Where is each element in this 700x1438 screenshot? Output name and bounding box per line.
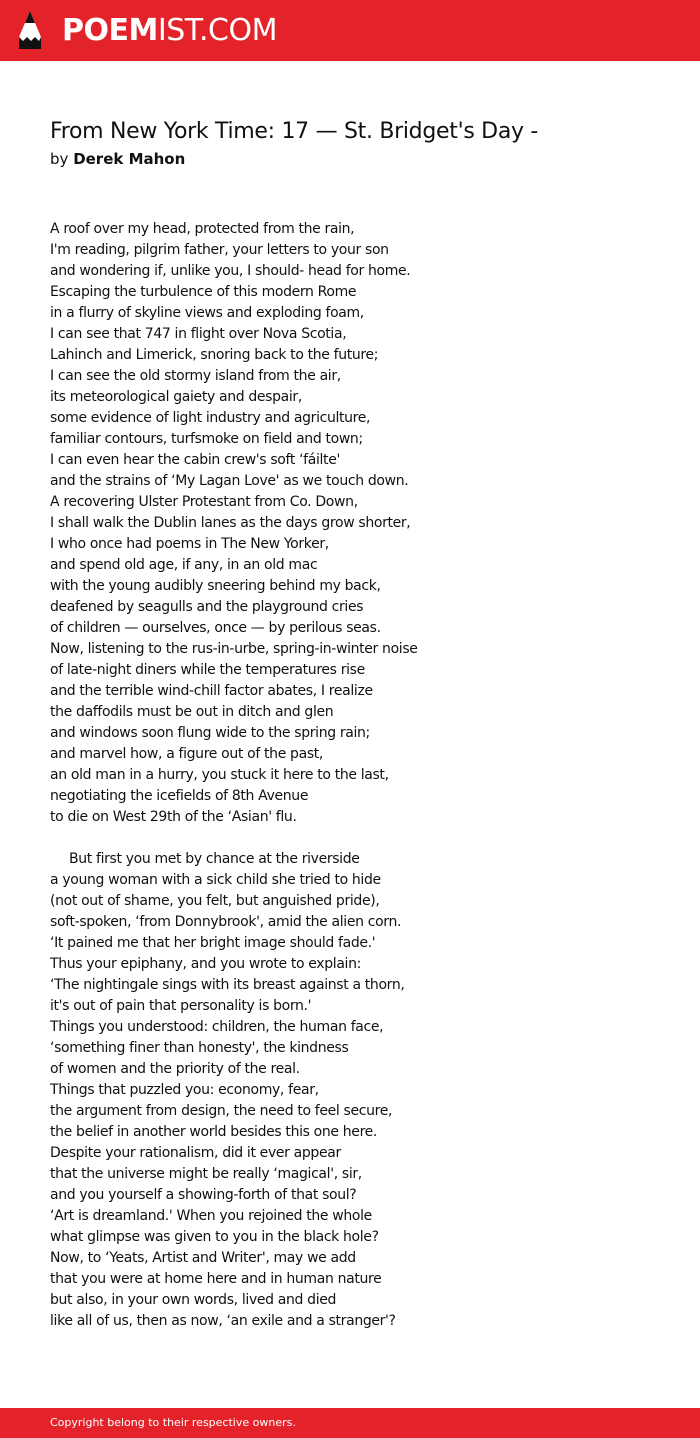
poem-line: it's out of pain that personality is born.' [50, 998, 312, 1014]
poem-line: like all of us, then as now, ‘an exile and a stranger'? [50, 1313, 396, 1329]
poem-line: I shall walk the Dublin lanes as the days grow shorter, [50, 515, 411, 531]
poem-line: and wondering if, unlike you, I should- head for home. [50, 263, 411, 279]
stanza [50, 219, 670, 828]
author-name[interactable]: Derek Mahon [73, 150, 186, 168]
poem-line: Escaping the turbulence of this modern Rome [50, 284, 357, 300]
poem-line: a young woman with a sick child she tried to hide [50, 872, 381, 888]
poem-line: But first you met by chance at the riverside [69, 851, 360, 867]
poem-line: and windows soon flung wide to the spring rain; [50, 725, 370, 741]
poem-line: what glimpse was given to you in the black hole? [50, 1229, 379, 1245]
poem-line: an old man in a hurry, you stuck it here to the last, [50, 767, 389, 783]
byline [50, 149, 185, 169]
poem-line: familiar contours, turfsmoke on field and town; [50, 431, 363, 447]
poem-line: ‘The nightingale sings with its breast against a thorn, [50, 977, 405, 993]
poem-line: of women and the priority of the real. [50, 1061, 300, 1077]
site-footer [0, 1408, 700, 1438]
poem-line: ‘Art is dreamland.' When you rejoined the whole [50, 1208, 372, 1224]
stanza [50, 849, 670, 1332]
poem-line: Despite your rationalism, did it ever appear [50, 1145, 341, 1161]
poem-line: the argument from design, the need to feel secure, [50, 1103, 393, 1119]
poem-line: that you were at home here and in human nature [50, 1271, 382, 1287]
site-header [0, 0, 700, 61]
logo-light-text: IST.COM [157, 13, 277, 48]
poem-line: its meteorological gaiety and despair, [50, 389, 302, 405]
poem-line: some evidence of light industry and agriculture, [50, 410, 371, 426]
poem-line: in a flurry of skyline views and exploding foam, [50, 305, 364, 321]
poem-line: (not out of shame, you felt, but anguished pride), [50, 893, 380, 909]
poem-line: to die on West 29th of the ‘Asian' flu. [50, 809, 297, 825]
poem-line: deafened by seagulls and the playground cries [50, 599, 364, 615]
poem-line: I can see the old stormy island from the air, [50, 368, 341, 384]
poem-line: and you yourself a showing-forth of that soul? [50, 1187, 357, 1203]
poem-title: From New York Time: 17 — St. Bridget's Day - [50, 119, 539, 144]
logo-bold-text: POEM [62, 13, 158, 48]
poem-line: and spend old age, if any, in an old mac [50, 557, 318, 573]
poem-line: and the terrible wind-chill factor abates, I realize [50, 683, 373, 699]
poem-line: negotiating the icefields of 8th Avenue [50, 788, 309, 804]
poem-line: Lahinch and Limerick, snoring back to the future; [50, 347, 379, 363]
poem-line: Thus your epiphany, and you wrote to explain: [50, 956, 361, 972]
poem-line: the daffodils must be out in ditch and glen [50, 704, 334, 720]
poem-line: of children — ourselves, once — by perilous seas. [50, 620, 381, 636]
poem-line: A recovering Ulster Protestant from Co. Down, [50, 494, 358, 510]
poem-line: I can even hear the cabin crew's soft ‘fáilte' [50, 452, 340, 468]
poem-line: I who once had poems in The New Yorker, [50, 536, 329, 552]
poem-line: that the universe might be really ‘magical', sir, [50, 1166, 362, 1182]
poem-line: ‘It pained me that her bright image should fade.' [50, 935, 376, 951]
site-logo[interactable] [62, 12, 277, 50]
poem-line: Things that puzzled you: economy, fear, [50, 1082, 319, 1098]
poem-line: but also, in your own words, lived and died [50, 1292, 337, 1308]
poem-line: I'm reading, pilgrim father, your letters to your son [50, 242, 389, 258]
poem-line: I can see that 747 in flight over Nova Scotia, [50, 326, 347, 342]
pencil-tip-icon[interactable] [17, 9, 43, 51]
poem-line: Now, listening to the rus-in-urbe, spring-in-winter noise [50, 641, 418, 657]
poem-line: ‘something finer than honesty', the kindness [50, 1040, 349, 1056]
poem-line: Now, to ‘Yeats, Artist and Writer', may we add [50, 1250, 356, 1266]
poem-line: soft-spoken, ‘from Donnybrook', amid the alien corn. [50, 914, 402, 930]
poem-line: of late-night diners while the temperatures rise [50, 662, 365, 678]
poem-line: A roof over my head, protected from the rain, [50, 221, 355, 237]
poem-line: the belief in another world besides this one here. [50, 1124, 378, 1140]
poem-line: and the strains of ‘My Lagan Love' as we touch down. [50, 473, 409, 489]
by-label: by [50, 150, 69, 168]
poem-line: with the young audibly sneering behind my back, [50, 578, 381, 594]
poem-line: Things you understood: children, the human face, [50, 1019, 384, 1035]
poem-body [50, 219, 670, 1332]
stanza-break [50, 828, 670, 849]
poem-line: and marvel how, a figure out of the past, [50, 746, 324, 762]
copyright-text: Copyright belong to their respective owners. [50, 1416, 296, 1429]
